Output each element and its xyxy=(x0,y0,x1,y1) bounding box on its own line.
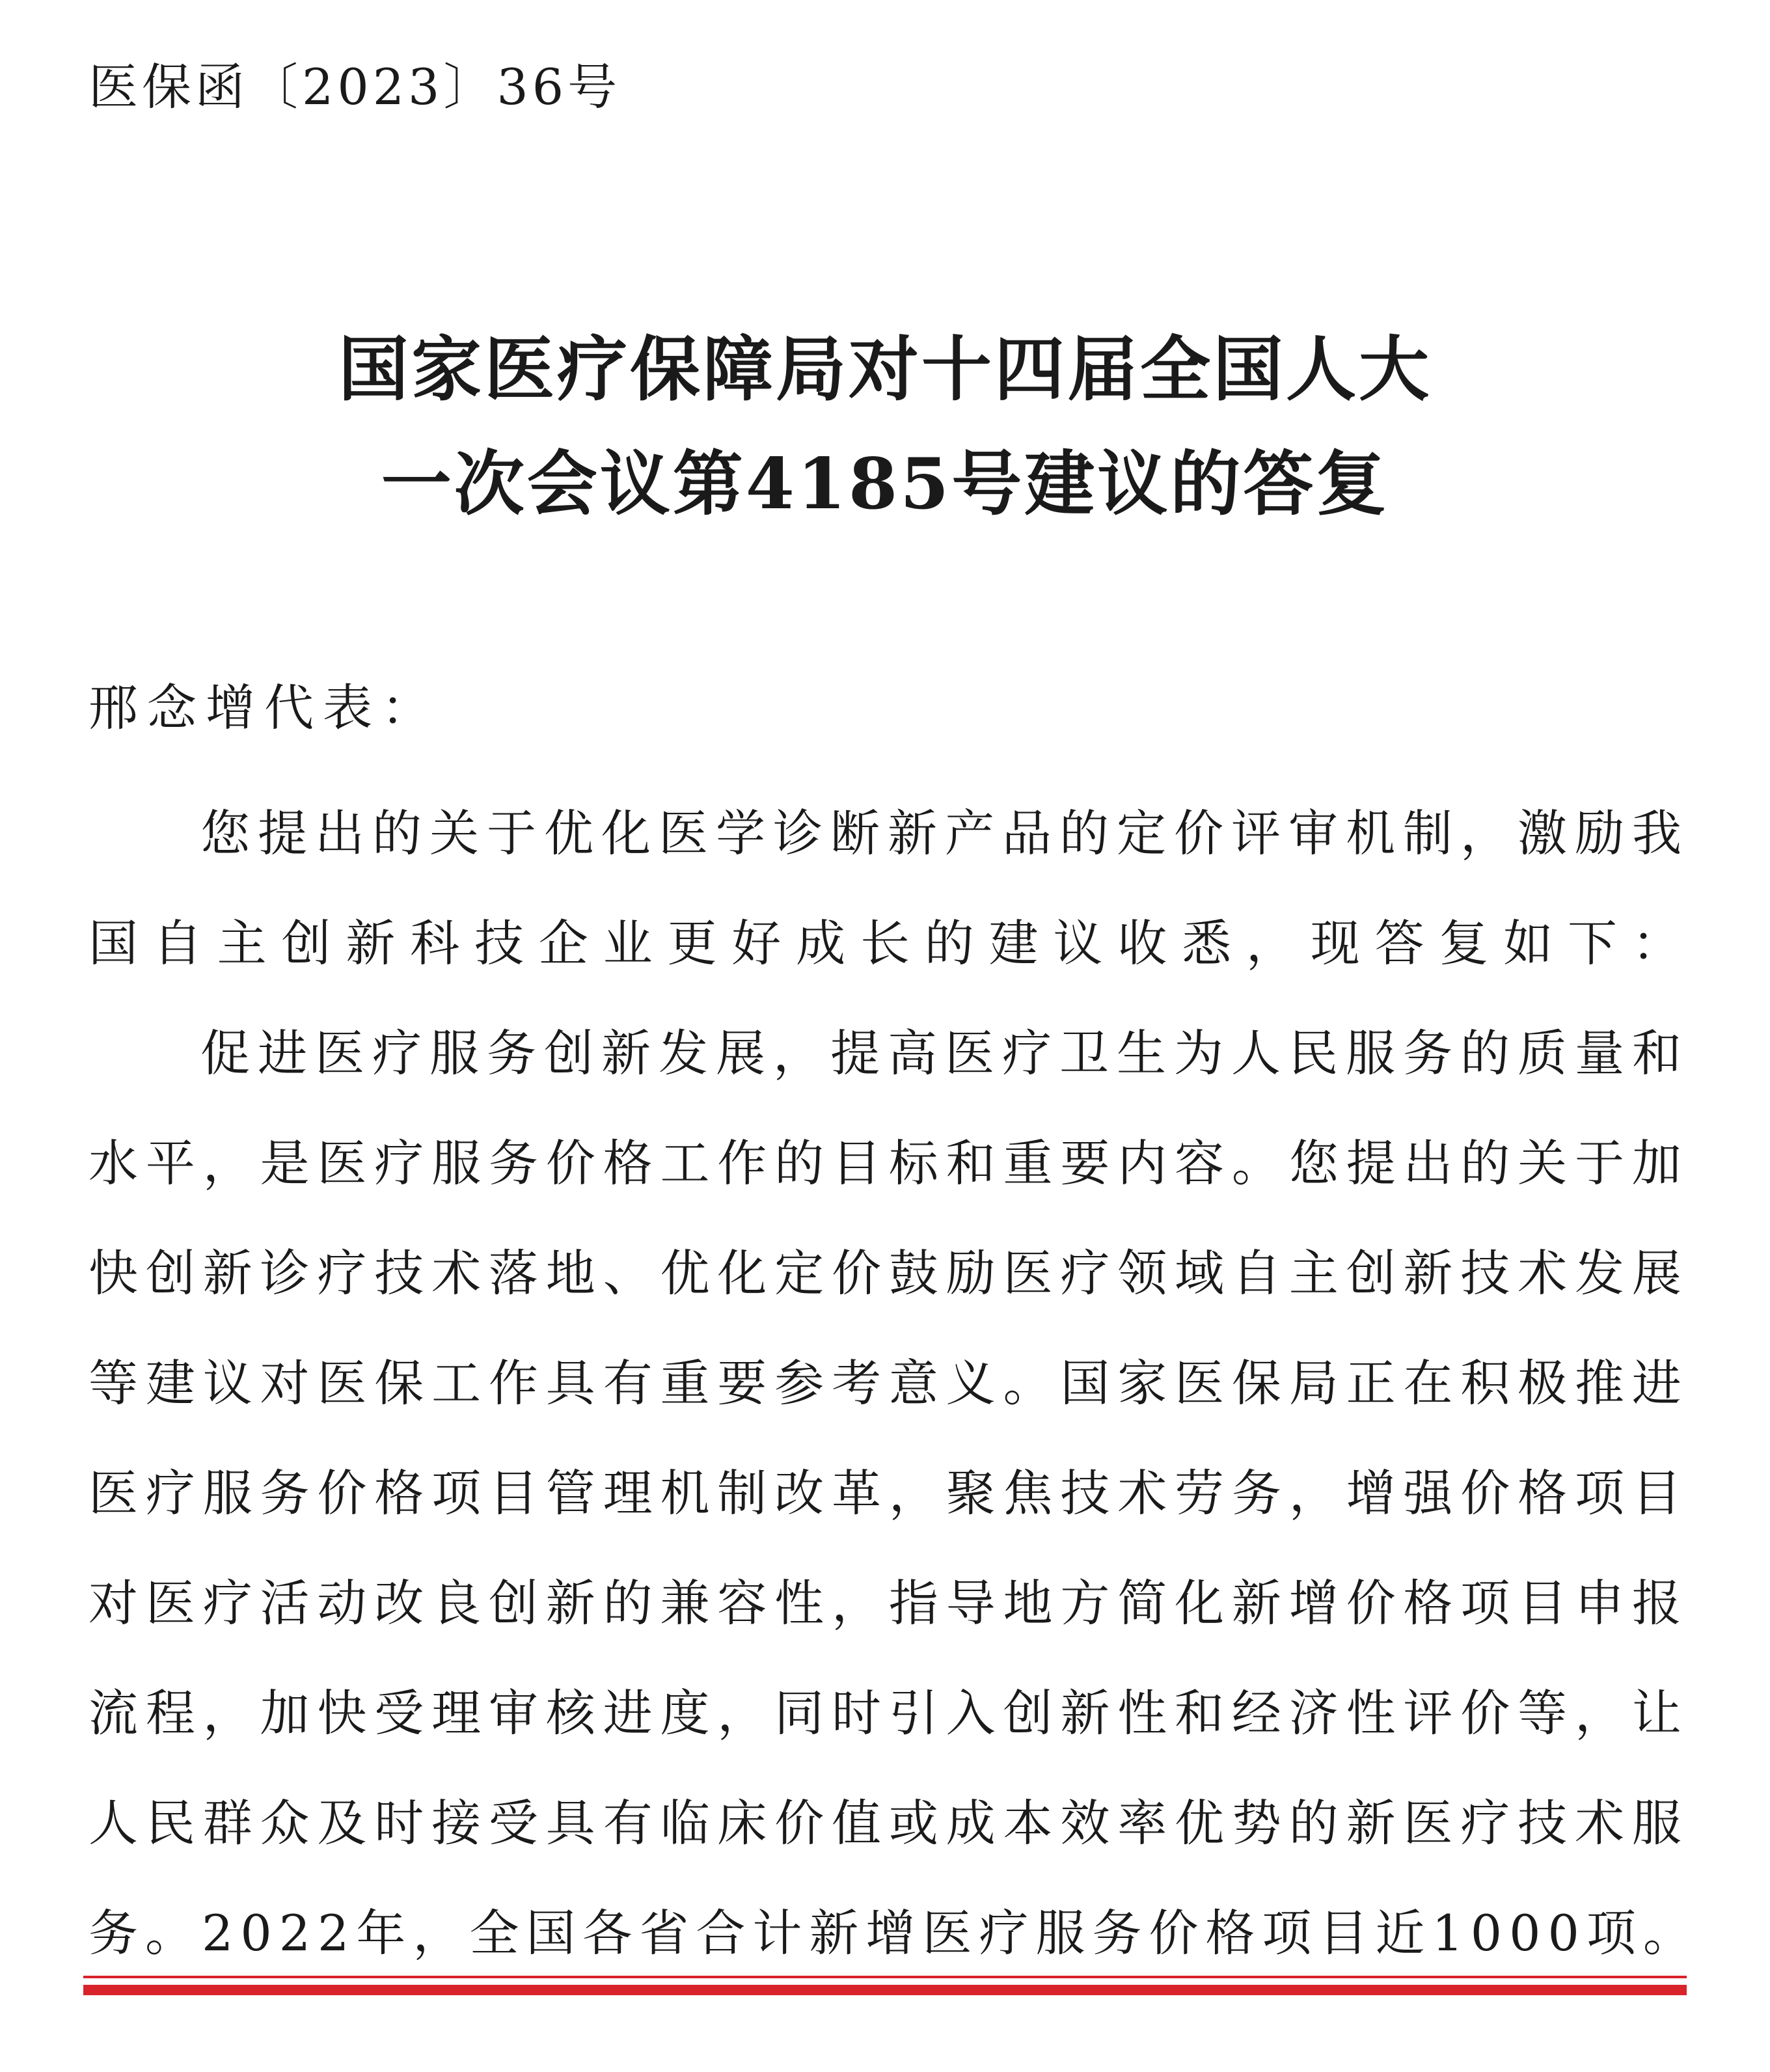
body-line-9: 流 程 ， 加 快 受 理 审 核 进 度 ， 同 时 引 入 创 新 性 和 经 济 性 评 价 等 ， 让 xyxy=(88,1684,1682,1742)
title-line-1: 国家医疗保障局对十四届全国人大 xyxy=(338,329,1432,411)
body-line-7: 医 疗 服 务 价 格 项 目 管 理 机 制 改 革 ， 聚 焦 技 术 劳 务 ， 增 强 价 格 项 目 xyxy=(88,1464,1682,1522)
salutation: 邢念增代表： xyxy=(88,679,440,737)
body-text xyxy=(88,778,1700,1988)
body-line-11: 务。2022年，全国各省合计新增医疗服务价格项目近1000项。 xyxy=(88,1903,1700,1962)
title-line-2: 一次会议第4185号建议的答复 xyxy=(381,443,1389,525)
footer-rule-thick xyxy=(83,1985,1687,1995)
body-line-5: 快 创 新 诊 疗 技 术 落 地 、 优 化 定 价 鼓 励 医 疗 领 域 自 主 创 新 技 术 发 展 xyxy=(88,1244,1682,1302)
body-line-3: 促 进 医 疗 服 务 创 新 发 展 ， 提 高 医 疗 卫 生 为 人 民 服 务 的 质 量 和 xyxy=(200,1024,1682,1082)
document-number: 医保函〔2023〕36号 xyxy=(88,58,621,116)
body-line-4: 水 平 ， 是 医 疗 服 务 价 格 工 作 的 目 标 和 重 要 内 容 。 您 提 出 的 关 于 加 xyxy=(88,1134,1682,1192)
body-line-2: 国 自 主 创 新 科 技 企 业 更 好 成 长 的 建 议 收 悉 ， 现 答 复 如 下 ： xyxy=(88,914,1682,972)
body-line-10: 人 民 群 众 及 时 接 受 具 有 临 床 价 值 或 成 本 效 率 优 势 的 新 医 疗 技 术 服 xyxy=(88,1793,1682,1852)
document-title xyxy=(88,312,1682,541)
body-line-8: 对 医 疗 活 动 改 良 创 新 的 兼 容 性 ， 指 导 地 方 简 化 新 增 价 格 项 目 申 报 xyxy=(88,1574,1682,1632)
body-line-1: 您 提 出 的 关 于 优 化 医 学 诊 断 新 产 品 的 定 价 评 审 机 制 ， 激 励 我 xyxy=(200,804,1682,862)
body-line-6: 等 建 议 对 医 保 工 作 具 有 重 要 参 考 意 义 。 国 家 医 保 局 正 在 积 极 推 进 xyxy=(88,1354,1682,1412)
footer-red-rule xyxy=(83,1976,1687,1995)
